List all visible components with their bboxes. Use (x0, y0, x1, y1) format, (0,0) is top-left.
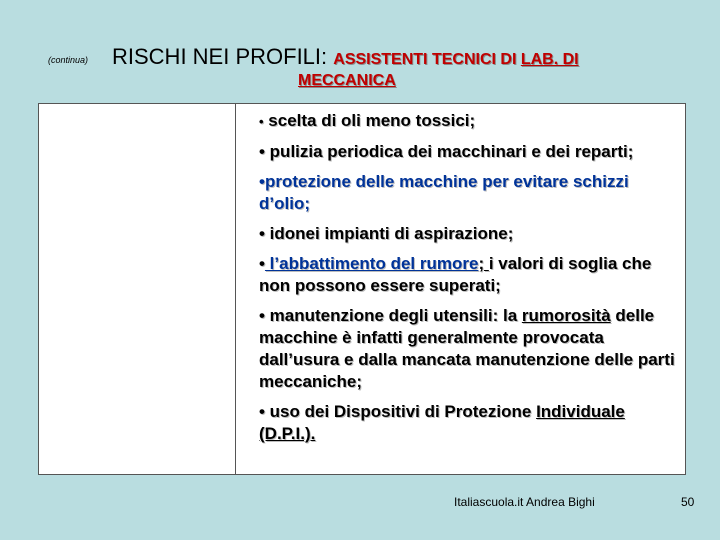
item-text: pulizia periodica dei macchinari e dei reparti; (264, 142, 634, 161)
bullet-icon: • (259, 172, 265, 191)
list-item (259, 401, 677, 445)
column-divider (235, 104, 236, 474)
bullet-icon: • (259, 306, 265, 325)
content-box (38, 103, 686, 475)
title-main-text: RISCHI NEI PROFILI: (112, 44, 334, 69)
title-line-2: MECCANICA (298, 72, 396, 89)
item-text: scelta di oli meno tossici; (263, 111, 476, 130)
title-red-underlined: LAB. DI (520, 51, 579, 68)
slide-title (112, 44, 579, 70)
item-text: idonei impianti di aspirazione; (264, 224, 514, 243)
list-item (259, 223, 677, 245)
item-text: manutenzione degli utensili: la (264, 306, 522, 325)
item-text-underlined: rumorosità (521, 306, 611, 325)
list-item (259, 141, 677, 163)
page-number: 50 (681, 495, 695, 509)
footer-source: Italiascuola.it Andrea Bighi (454, 495, 595, 509)
list-item (259, 305, 677, 393)
item-text: i valori di soglia che non possono essere superati; (259, 254, 652, 295)
bullet-icon: • (259, 114, 264, 129)
continua-label: (continua) (48, 55, 89, 65)
title-red-text: ASSISTENTI TECNICI DI (333, 51, 521, 68)
item-text-underlined: l’abbattimento del rumore (264, 254, 479, 273)
item-text-separator: ; (478, 254, 489, 273)
bullet-icon: • (259, 142, 265, 161)
item-text: delle macchine è infatti generalmente provocata dall’usura e dalla mancata manutenzione delle parti meccaniche; (259, 306, 675, 391)
item-text-underlined: Individuale (D.P.I.). (259, 402, 625, 443)
item-text: protezione delle macchine per evitare schizzi d’olio; (259, 172, 629, 213)
bullet-icon: • (259, 224, 265, 243)
list-item (259, 253, 677, 297)
bullet-icon: • (259, 402, 265, 421)
bullet-list (259, 110, 677, 453)
list-item (259, 171, 677, 215)
item-text: uso dei Dispositivi di Protezione (264, 402, 537, 421)
list-item (259, 110, 677, 133)
bullet-icon: • (259, 254, 265, 273)
